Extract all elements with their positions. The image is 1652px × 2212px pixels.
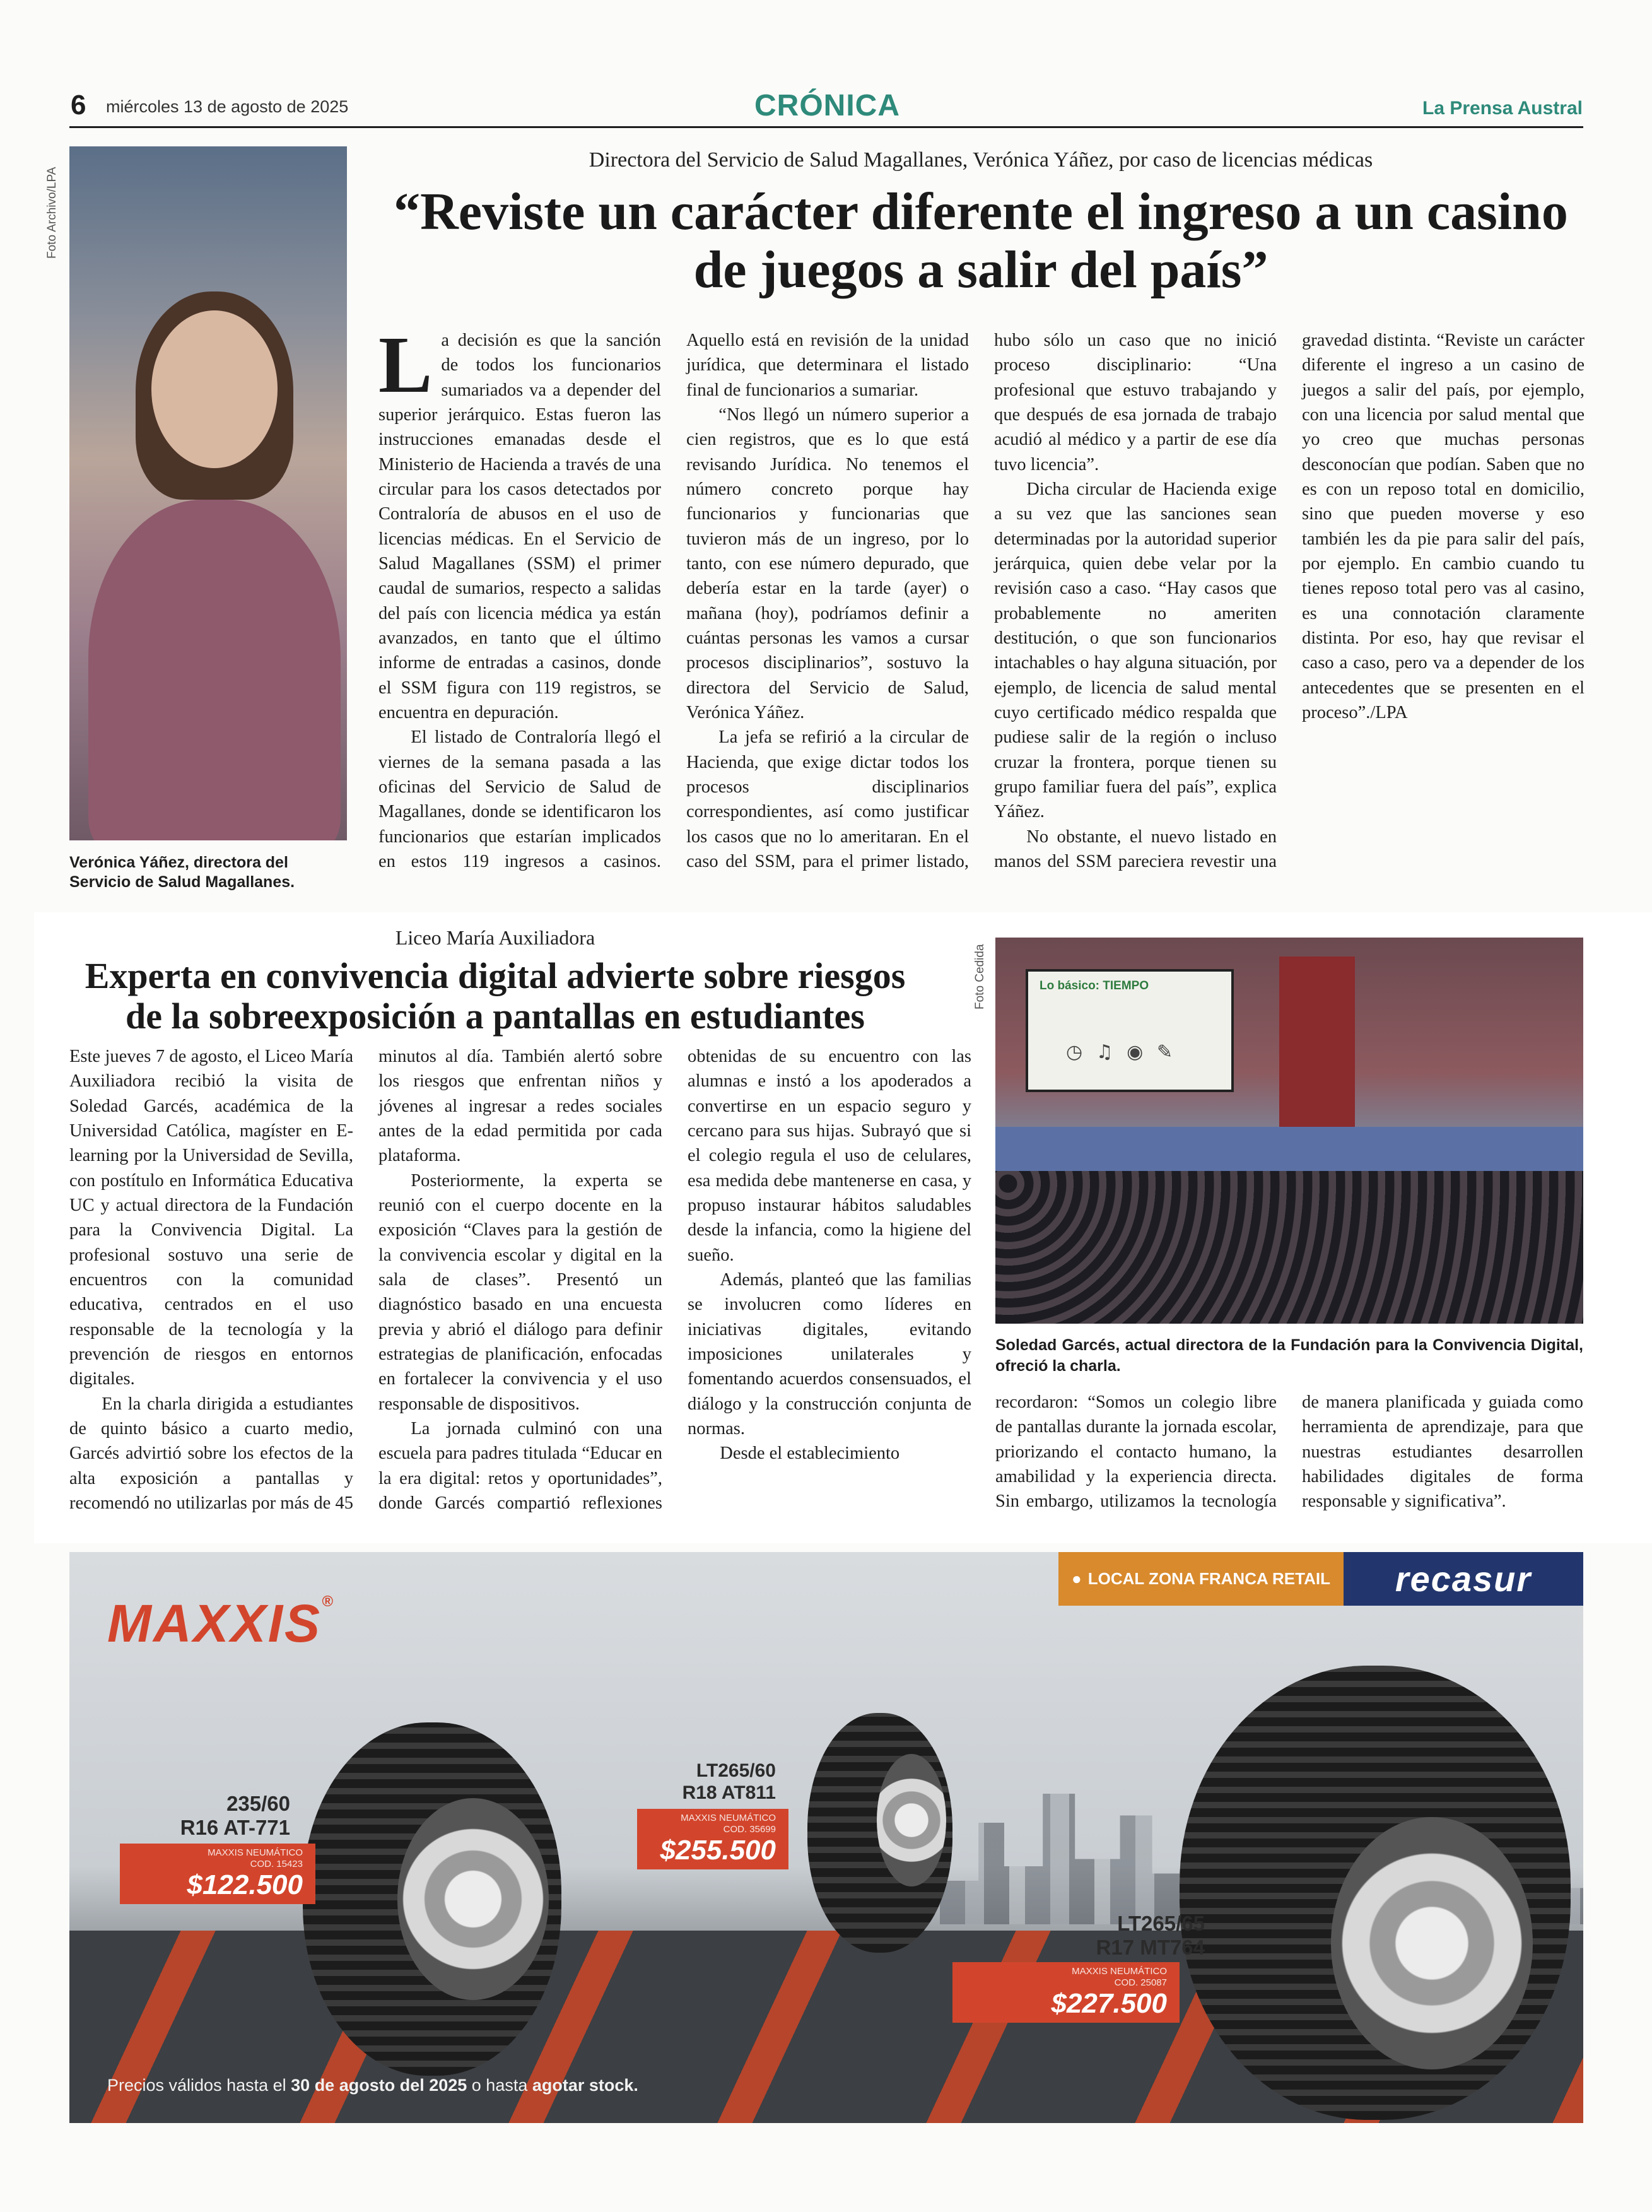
- price-tag: MAXXIS NEUMÁTICO COD. 35699 $255.500: [637, 1809, 788, 1869]
- tire-size-label: LT265/65 R17 MT764: [1096, 1912, 1205, 1959]
- photo-figure-body: [88, 500, 341, 840]
- brand-logo: MAXXIS®: [107, 1593, 335, 1653]
- photo-audience: [995, 1171, 1583, 1324]
- page-date: miércoles 13 de agosto de 2025: [106, 97, 349, 116]
- rim-image: [397, 1798, 549, 2000]
- projection-screen: [1026, 969, 1234, 1092]
- article-paragraph: El listado de Contraloría llegó el viernes de la semana pasada a las oficinas del Servicio de Salud de Magallanes, donde se identificaron los funcionarios que estarían implicados en estos 119 ingresos a casinos. Aquello está en revisión de la unidad jurídica, que determinara el listado final de funcionarios a sumariar.: [378, 331, 969, 871]
- newspaper-name: La Prensa Austral: [1422, 98, 1583, 119]
- photo-caption: Soledad Garcés, actual directora de la Fundación para la Convivencia Digital, ofreció la charla.: [995, 1336, 1583, 1375]
- slide-title: Lo básico: TIEMPO: [1040, 979, 1149, 992]
- article-paragraph: Este jueves 7 de agosto, el Liceo María Auxiliadora recibió la visita de Soledad Garcés, académica de la Universidad Católica, magíster en E-learning por la Universidad de Sevilla, con postítulo en Informática Educativa UC y actual directora de la Fundación para la Convivencia Digital. La profesional sostuvo una serie de encuentros con la comunidad educativa, centrados en el uso responsable de la tecnología y la prevención de riesgos en entornos digitales.: [69, 1047, 353, 1389]
- header-divider: [69, 126, 1583, 128]
- article-paragraph: La jornada culminó con una escuela para padres titulada “Educar en la era digital: retos y oportunidades”, donde Garcés compartió reflexiones obtenidas de su encuentro con las alumnas e instó a los apoderados a convertirse en un espacio seguro y cercano para sus hijas. Subrayó que si el colegio regula el uso de celulares, esa medida debe mantenerse en casa, y propuso instaurar hábitos saludables desde la infancia, como la higiene del sueño.: [378, 1047, 971, 1513]
- tire-size-label: 235/60 R16 AT-771: [180, 1792, 290, 1839]
- article-paragraph: Posteriormente, la experta se reunió con el cuerpo docente en la exposición “Claves para la gestión de la convivencia escolar y digital en la sala de clases”. Presentó un diagnóstico basado en una encuesta previa y abrió el diálogo para definir estrategias de planificación, enfocadas en fortalecer la convivencia y el uso responsable de dispositivos.: [378, 1170, 662, 1414]
- photo-curtain: [1279, 956, 1355, 1146]
- price-disclaimer: Precios válidos hasta el 30 de agosto del 2025 o hasta agotar stock.: [107, 2076, 638, 2095]
- article-paragraph: Además, planteó que las familias se involucren como líderes en iniciativas digitales, evitando imposiciones unilaterales y fomentando acuerdos consensuados, el diálogo y la construcción conjunta de normas.: [688, 1269, 971, 1438]
- photo-stage: [995, 1127, 1583, 1177]
- section-title: CRÓNICA: [754, 89, 900, 122]
- article-kicker: Directora del Servicio de Salud Magallanes, Verónica Yáñez, por caso de licencias médicas: [589, 148, 1373, 172]
- slide-icons: ◷ ♫ ◉ ✎: [1066, 1041, 1176, 1063]
- article-paragraph: recordaron: “Somos un colegio libre de pantallas durante la jornada escolar, priorizando el contacto humano, la amabilidad y la experiencia directa. Sin embargo, utilizamos la tecnología de manera planificada y guiada como herramienta de aprendizaje, para que nuestras estudiantes desarrollen habilidades digitales de forma responsable y significativa”.: [995, 1392, 1583, 1512]
- article-body: [378, 320, 1585, 896]
- photo-credit: Foto Archivo/LPA: [45, 167, 59, 259]
- article-paragraph: “Nos llegó un número superior a cien registros, que es lo que está revisando Jurídica. No tenemos el número concreto porque hay funcionarios y funcionarias que tuvieron más de un ingreso, por lo tanto, con ese número depurado, que debería estar en la tarde (ayer) o mañana (hoy), podríamos definir a cuántas personas les vamos a cursar procesos disciplinarios”, sostuvo la directora del Servicio de Salud, Verónica Yáñez.: [686, 404, 969, 722]
- article-paragraph: La decisión es que la sanción de todos los funcionarios sumariados va a depender del superior jerárquico. Estas fueron las instrucciones emanadas desde el Ministerio de Hacienda a través de una circular para los casos detectados por Contraloría de abusos en el uso de licencias médicas. En el Servicio de Salud Magallanes (SSM) el primer caudal de sumarios, respecto a salidas del país con licencia médica ya están avanzados, en tanto que el último informe de entradas a casinos, donde el SSM figura con 119 registros, se encuentra en depuración.: [378, 320, 661, 722]
- article-paragraph: No obstante, el nuevo listado en manos del SSM pareciera revestir una gravedad distinta. “Reviste un carácter diferente el ingreso a un casino de juegos a salir del país, por ejemplo, con una licencia por salud mental que yo creo que muchas personas desconocían que podían. Saben que no es con un reposo total en domicilio, sino que pueden moverse y eso también les da pie para salir del país, por ejemplo. En cambio cuando tu tienes reposo total pero vas al casino, es una connotación claramente distinta. Por eso, hay que revisar el caso a caso, pero va a depender de los antecedentes que se presenten en el proceso”./LPA: [994, 331, 1585, 871]
- location-pin-icon: ●: [1072, 1569, 1082, 1588]
- rim-image: [1331, 1817, 1533, 2069]
- photo-credit: Foto Cedida: [973, 944, 987, 1009]
- rim-image: [877, 1754, 946, 1886]
- retailer-logo: recasur: [1344, 1552, 1583, 1606]
- article-kicker: Liceo María Auxiliadora: [395, 926, 595, 949]
- photo-caption: Verónica Yáñez, directora del Servicio de Salud Magallanes.: [69, 854, 295, 891]
- price-tag: MAXXIS NEUMÁTICO COD. 25087 $227.500: [952, 1962, 1180, 2023]
- article-headline: Experta en convivencia digital advierte sobre riesgos de la sobreexposición a pantallas en estudiantes: [85, 955, 906, 1037]
- article-paragraph: En la charla dirigida a estudiantes de quinto básico a cuarto medio, Garcés advirtió sobre los efectos de la alta exposición a pantallas y recomendó no utilizarlas por más de 45 minutos al día. También alertó sobre los riesgos que enfrentan niños y jóvenes al ingresar a redes sociales antes de la edad permitida por cada plataforma.: [69, 1047, 662, 1513]
- page-number: 6: [71, 90, 86, 121]
- portrait-photo: [69, 146, 347, 840]
- article-paragraph: La jefa se refirió a la circular de Hacienda, que exige dictar todos los procesos disciplinarios correspondientes, así como justificar los casos que no lo ameritaran. En el caso del SSM, para el primer listado, hubo sólo un caso que no inició proceso disciplinario: “Una profesional que estuvo trabajando y que después de esa jornada de trabajo acudió al médico y a partir de ese día tuvo licencia”.: [686, 331, 1277, 871]
- article-body: [69, 1044, 971, 1533]
- article-headline: “Reviste un carácter diferente el ingreso a un casino de juegos a salir del país”: [394, 182, 1568, 300]
- retail-banner: ● LOCAL ZONA FRANCA RETAIL: [1058, 1552, 1344, 1606]
- tire-advertisement: [69, 1552, 1583, 2123]
- photo-figure-face: [151, 310, 278, 468]
- drop-cap: L: [378, 320, 433, 409]
- article-body-continuation: [995, 1390, 1583, 1532]
- price-tag: MAXXIS NEUMÁTICO COD. 15423 $122.500: [120, 1844, 315, 1904]
- event-photo: [995, 938, 1583, 1324]
- article-paragraph: Desde el establecimiento: [720, 1444, 900, 1464]
- tire-size-label: LT265/60 R18 AT811: [682, 1760, 776, 1803]
- article-paragraph: Dicha circular de Hacienda exige a su vez que las sanciones sean determinadas por la autoridad superior jerárquica, quien debe velar por la revisión caso a caso. “Hay casos que probablemente no ameriten destitución, o que son funcionarios intachables o hay alguna situación, por ejemplo, de licencia de salud mental cuyo certificado médico respalda que pudiese salir de la región o incluso cruzar la frontera, porque tienen su grupo familiar fuera del país”, explica Yáñez.: [994, 479, 1277, 822]
